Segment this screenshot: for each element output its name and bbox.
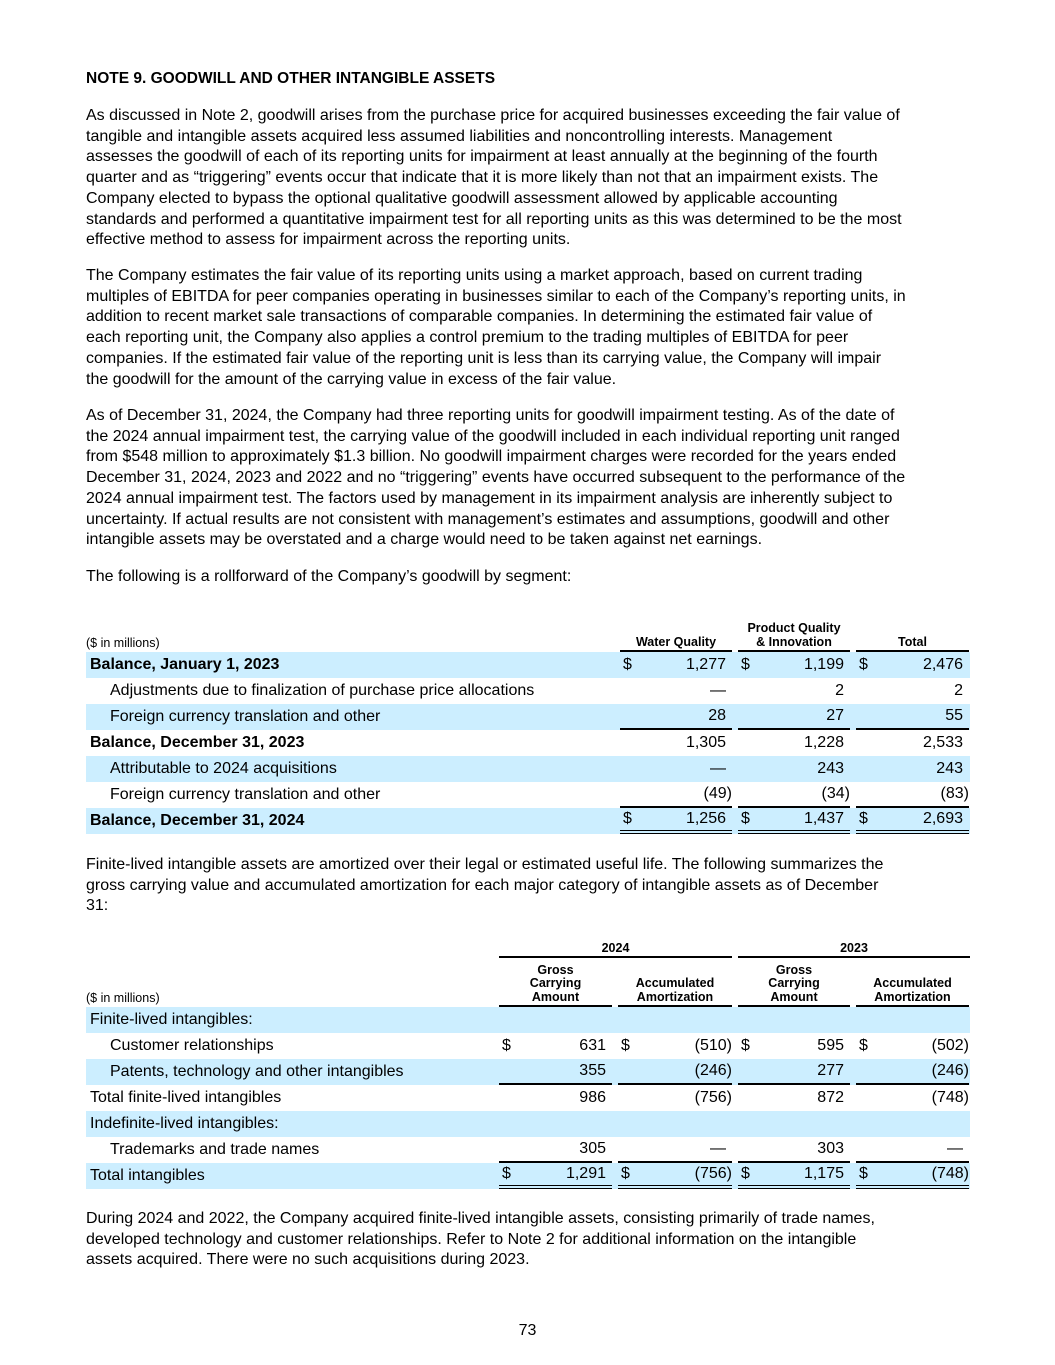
row-label: Patents, technology and other intangibles xyxy=(110,1063,404,1080)
cell-value: 2 xyxy=(954,682,963,699)
value-cell xyxy=(856,678,969,704)
value-cell xyxy=(499,1007,612,1033)
paragraph-line: developed technology and customer relationships. Refer to Note 2 for additional information on the intangible xyxy=(86,1230,857,1248)
paragraph-line: addition to recent market sale transactions of comparable companies. In determining the estimated fair value of xyxy=(86,308,873,326)
value-cell xyxy=(856,1033,969,1059)
value-cell xyxy=(618,1033,732,1059)
dollar-sign: $ xyxy=(741,1165,750,1182)
paragraph-line: quarter and as “triggering” events occur that indicate that it is more likely than not that an impairment exists. The xyxy=(86,169,879,187)
column-header-line: Gross xyxy=(775,962,813,977)
dollar-sign: $ xyxy=(741,1037,750,1054)
row-label: Total intangibles xyxy=(90,1167,205,1184)
cell-value: (756) xyxy=(694,1165,732,1182)
value-cell xyxy=(620,808,732,834)
cell-value: 1,256 xyxy=(685,810,726,827)
paragraph-finite-lived xyxy=(86,855,883,917)
paragraph-line: Finite-lived intangible assets are amortized over their legal or estimated useful life. The following summarizes the xyxy=(86,856,884,873)
paragraph-line: The following is a rollforward of the Company’s goodwill by segment: xyxy=(86,568,572,585)
paragraph-line: During 2024 and 2022, the Company acquired finite-lived intangible assets, consisting primarily of trade names, xyxy=(86,1210,875,1227)
value-cell xyxy=(738,1137,850,1163)
value-cell xyxy=(620,704,732,730)
table-row xyxy=(86,1085,970,1111)
paragraph-line: the goodwill for the amount of the carrying value in excess of the fair value. xyxy=(86,370,617,388)
dollar-sign: $ xyxy=(623,810,632,827)
paragraph-goodwill-intro xyxy=(86,106,902,251)
cell-value: 872 xyxy=(817,1089,844,1106)
cell-value: (83) xyxy=(940,785,969,802)
table-row xyxy=(86,1059,970,1085)
row-label: Balance, December 31, 2024 xyxy=(90,812,305,829)
column-header xyxy=(856,977,969,1007)
paragraph-line: the 2024 annual impairment test, the carrying value of the goodwill included in each individual reporting unit ranged xyxy=(86,427,900,445)
table-row xyxy=(86,756,970,782)
paragraph-line: December 31, 2024, 2023 and 2022 and no “triggering” events have occurred subsequent to the performance of the xyxy=(86,469,906,487)
row-label: Total finite-lived intangibles xyxy=(90,1089,282,1106)
cell-value: 243 xyxy=(936,760,963,777)
table-row xyxy=(86,1007,970,1033)
cell-value: 355 xyxy=(579,1062,606,1079)
cell-value: — xyxy=(710,1140,726,1157)
cell-value: 2 xyxy=(835,682,844,699)
cell-value: (246) xyxy=(931,1062,969,1079)
table-row xyxy=(86,652,970,678)
value-cell xyxy=(620,730,732,756)
value-cell xyxy=(738,704,850,730)
cell-value: 305 xyxy=(579,1140,606,1157)
column-header-line: Carrying xyxy=(768,976,820,990)
column-header-line: Product Quality xyxy=(747,621,841,635)
paragraph-line: Company elected to bypass the optional qualitative goodwill assessment allowed by applicable accounting xyxy=(86,189,838,207)
column-header-line: Amount xyxy=(531,989,580,1004)
paragraph-line: intangible assets may be overstated and a charge would need to be taken against net earnings. xyxy=(86,531,763,549)
column-header xyxy=(856,636,969,653)
year-header-row xyxy=(86,938,970,958)
paragraph-line: tangible and intangible assets acquired less assumed liabilities and noncontrolling interests. Management xyxy=(86,127,833,145)
value-cell xyxy=(499,1033,612,1059)
paragraph-line: standards and performed a quantitative impairment test for all reporting units as this was determined to be the most xyxy=(86,210,902,228)
value-cell xyxy=(856,1085,969,1111)
column-header-line: Amount xyxy=(770,989,818,1004)
paragraph-line: from $548 million to approximately $1.3 billion. No goodwill impairment charges were recorded for the years ended xyxy=(86,448,897,466)
value-cell xyxy=(738,1111,850,1137)
note-title: NOTE 9. GOODWILL AND OTHER INTANGIBLE ASSETS xyxy=(86,70,496,87)
value-cell xyxy=(856,652,969,678)
cell-value: — xyxy=(947,1140,963,1157)
value-cell xyxy=(738,1007,850,1033)
intangibles-table xyxy=(86,938,970,1189)
row-label: Foreign currency translation and other xyxy=(110,708,381,725)
cell-value: 1,305 xyxy=(685,734,726,751)
cell-value: 1,437 xyxy=(803,810,844,827)
goodwill-rollforward-table xyxy=(86,620,970,834)
value-cell xyxy=(738,1085,850,1111)
column-header-line: Total xyxy=(898,634,927,649)
value-cell xyxy=(499,1085,612,1111)
value-cell xyxy=(738,1033,850,1059)
table-header xyxy=(86,620,970,652)
units-label: ($ in millions) xyxy=(86,990,160,1005)
dollar-sign: $ xyxy=(621,1037,630,1054)
paragraph-line: assesses the goodwill of each of its reporting units for impairment at least annually at the beginning of the fourth xyxy=(86,148,878,166)
paragraph-line: 2024 annual impairment test. The factors used by management in its impairment analysis are inherently subject to xyxy=(86,489,893,507)
value-cell xyxy=(618,1007,732,1033)
row-label: Finite-lived intangibles: xyxy=(90,1011,253,1028)
column-header-line: Carrying xyxy=(529,976,582,990)
value-cell xyxy=(620,678,732,704)
row-label: Adjustments due to finalization of purchase price allocations xyxy=(110,682,535,699)
value-cell xyxy=(620,756,732,782)
value-cell xyxy=(738,730,850,756)
dollar-sign: $ xyxy=(859,810,868,827)
column-header-line: Accumulated xyxy=(873,976,952,990)
value-cell xyxy=(738,1163,850,1189)
paragraph-line: assets acquired. There were no such acquisitions during 2023. xyxy=(86,1251,530,1269)
dollar-sign: $ xyxy=(859,1165,868,1182)
paragraph-rollforward-intro xyxy=(86,567,571,588)
cell-value: — xyxy=(710,760,726,777)
table-header xyxy=(86,958,970,1007)
value-cell xyxy=(499,1059,612,1085)
cell-value: 243 xyxy=(817,760,844,777)
cell-value: 2,533 xyxy=(922,734,963,751)
cell-value: 2,476 xyxy=(922,656,963,673)
table-row xyxy=(86,782,970,808)
units-label: ($ in millions) xyxy=(86,635,160,650)
column-header xyxy=(620,636,732,653)
value-cell xyxy=(738,652,850,678)
table-row xyxy=(86,1163,970,1189)
value-cell xyxy=(856,756,969,782)
table-row xyxy=(86,704,970,730)
paragraph-line: multiples of EBITDA for peer companies operating in businesses similar to each of the Company’s reporting units, in xyxy=(86,287,906,305)
table-row xyxy=(86,808,970,834)
value-cell xyxy=(856,808,969,834)
paragraph-line: uncertainty. If actual results are not consistent with management’s estimates and assumptions, goodwill and other xyxy=(86,510,890,528)
value-cell xyxy=(620,652,732,678)
paragraph-reporting-units xyxy=(86,406,905,551)
row-label: Trademarks and trade names xyxy=(110,1141,320,1158)
row-label: Attributable to 2024 acquisitions xyxy=(110,760,337,777)
column-header-line: Accumulated xyxy=(635,976,715,990)
year-header: 2023 xyxy=(738,942,970,959)
cell-value: 303 xyxy=(817,1140,844,1157)
value-cell xyxy=(499,1111,612,1137)
dollar-sign: $ xyxy=(502,1037,511,1054)
cell-value: 1,228 xyxy=(803,734,844,751)
column-header-line: & Innovation xyxy=(756,634,832,649)
paragraph-line: The Company estimates the fair value of its reporting units using a market approach, based on current trading xyxy=(86,267,863,284)
cell-value: 55 xyxy=(945,707,963,724)
column-header xyxy=(618,977,732,1007)
cell-value: 1,291 xyxy=(565,1165,606,1182)
row-label: Indefinite-lived intangibles: xyxy=(90,1115,279,1132)
value-cell xyxy=(618,1059,732,1085)
value-cell xyxy=(856,704,969,730)
value-cell xyxy=(856,1137,969,1163)
cell-value: (502) xyxy=(931,1037,969,1054)
dollar-sign: $ xyxy=(502,1165,511,1182)
cell-value: (756) xyxy=(694,1089,732,1106)
row-label: Balance, December 31, 2023 xyxy=(90,734,305,751)
value-cell xyxy=(618,1163,732,1189)
column-header xyxy=(499,964,612,1008)
column-header-line: Gross xyxy=(537,962,574,977)
value-cell xyxy=(856,1007,969,1033)
value-cell xyxy=(738,1059,850,1085)
column-header-line: Amortization xyxy=(636,989,714,1004)
value-cell xyxy=(856,1163,969,1189)
value-cell xyxy=(738,756,850,782)
cell-value: 631 xyxy=(579,1037,606,1054)
cell-value: 986 xyxy=(579,1089,606,1106)
value-cell xyxy=(618,1085,732,1111)
paragraph-line: companies. If the estimated fair value of the reporting unit is less than its carrying value, the Company will impair xyxy=(86,349,882,367)
value-cell xyxy=(499,1137,612,1163)
cell-value: 1,277 xyxy=(685,656,726,673)
cell-value: 2,693 xyxy=(922,810,963,827)
cell-value: 27 xyxy=(826,707,844,724)
row-label: Balance, January 1, 2023 xyxy=(90,656,280,673)
year-header: 2024 xyxy=(499,942,732,959)
cell-value: 1,175 xyxy=(803,1165,844,1182)
paragraph-line: gross carrying value and accumulated amortization for each major category of intangible assets as of December xyxy=(86,876,879,894)
value-cell xyxy=(856,1059,969,1085)
value-cell xyxy=(618,1137,732,1163)
value-cell xyxy=(620,782,732,808)
cell-value: (748) xyxy=(931,1165,969,1182)
cell-value: (34) xyxy=(821,785,850,802)
table-row xyxy=(86,1137,970,1163)
dollar-sign: $ xyxy=(741,810,750,827)
value-cell xyxy=(738,782,850,808)
value-cell xyxy=(856,730,969,756)
column-header-line: Water Quality xyxy=(635,634,717,649)
value-cell xyxy=(738,808,850,834)
table-row xyxy=(86,1111,970,1137)
cell-value: (510) xyxy=(694,1037,732,1054)
dollar-sign: $ xyxy=(623,656,632,673)
value-cell xyxy=(499,1163,612,1189)
cell-value: (49) xyxy=(703,785,732,802)
cell-value: — xyxy=(710,682,726,699)
dollar-sign: $ xyxy=(859,1037,868,1054)
cell-value: 277 xyxy=(817,1062,844,1079)
column-header xyxy=(738,964,850,1008)
paragraph-line: As of December 31, 2024, the Company had three reporting units for goodwill impairment testing. As of the date of xyxy=(86,407,895,424)
value-cell xyxy=(856,1111,969,1137)
row-label: Customer relationships xyxy=(110,1037,274,1054)
page-number: 73 xyxy=(518,1322,537,1339)
paragraph-line: 31: xyxy=(86,897,109,915)
paragraph-line: each reporting unit, the Company also applies a control premium to the trading multiples of EBITDA for peer xyxy=(86,329,849,347)
value-cell xyxy=(856,782,969,808)
value-cell xyxy=(618,1111,732,1137)
cell-value: 1,199 xyxy=(803,656,844,673)
dollar-sign: $ xyxy=(859,656,868,673)
column-header-line: Amortization xyxy=(874,989,951,1004)
cell-value: (246) xyxy=(694,1062,732,1079)
paragraph-line: As discussed in Note 2, goodwill arises from the purchase price for acquired businesses exceeding the fair value of xyxy=(86,107,900,124)
dollar-sign: $ xyxy=(741,656,750,673)
cell-value: 595 xyxy=(817,1037,844,1054)
paragraph-fair-value xyxy=(86,266,906,390)
cell-value: (748) xyxy=(931,1089,969,1106)
table-row xyxy=(86,730,970,756)
cell-value: 28 xyxy=(708,707,726,724)
paragraph-acquisitions xyxy=(86,1209,875,1271)
value-cell xyxy=(738,678,850,704)
row-label: Foreign currency translation and other xyxy=(110,786,381,803)
column-header xyxy=(738,622,850,652)
table-row xyxy=(86,1033,970,1059)
dollar-sign: $ xyxy=(621,1165,630,1182)
paragraph-line: effective method to assess for impairment across the reporting units. xyxy=(86,231,571,249)
table-row xyxy=(86,678,970,704)
